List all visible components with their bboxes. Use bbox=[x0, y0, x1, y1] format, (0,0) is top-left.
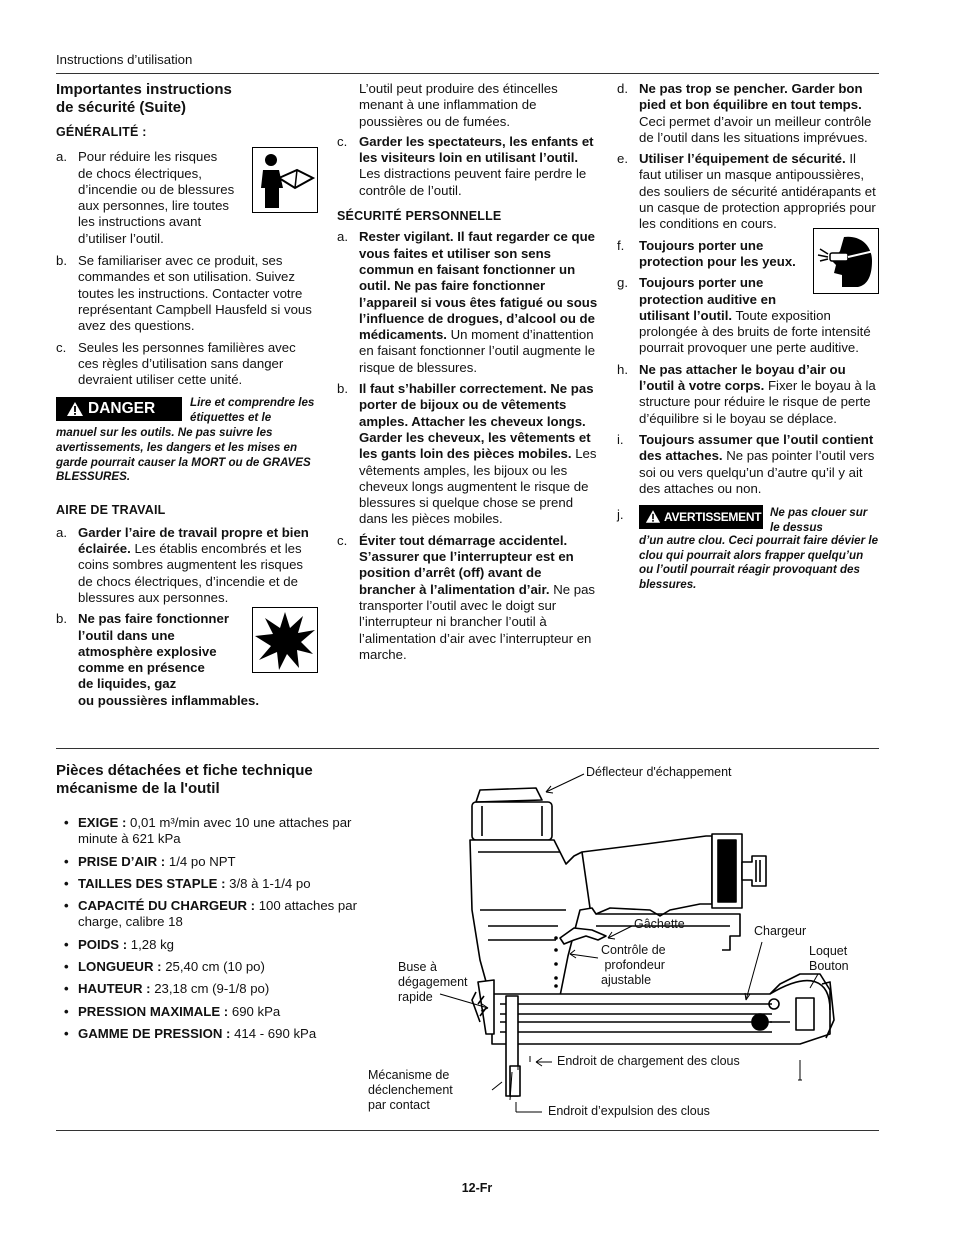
text-line: ou poussières inflammables. bbox=[78, 692, 260, 708]
top-rule bbox=[56, 73, 879, 74]
label-exhaust-deflector: Déflecteur d'échappement bbox=[586, 765, 732, 779]
text-line: protection pour les yeux. bbox=[639, 253, 796, 269]
text-line: Mécanisme de bbox=[368, 1068, 450, 1082]
warning-text: d’un autre clou. Ceci pourrait faire dévier le clou qui pourrait alors frapper quelqu’un ou l’outil pourrait réagir provoquant des blessures. bbox=[639, 534, 879, 591]
label-latch-button bbox=[809, 944, 849, 974]
spec-key: PRESSION MAXIMALE : bbox=[78, 1003, 229, 1019]
personal-safety-heading: SÉCURITÉ PERSONNELLE bbox=[337, 209, 502, 224]
item-letter: i. bbox=[617, 431, 624, 447]
spec-value: 3/8 à 1-1/4 po bbox=[225, 875, 311, 891]
specs-list bbox=[64, 815, 366, 1042]
column-1 bbox=[56, 81, 318, 714]
text-line: d’incendie ou de blessures bbox=[78, 181, 235, 197]
text-line: Toujours porter une bbox=[639, 237, 764, 253]
column-3 bbox=[617, 81, 879, 599]
item-letter: c. bbox=[337, 532, 348, 548]
text-line: par contact bbox=[368, 1098, 430, 1112]
running-header: Instructions d’utilisation bbox=[56, 52, 193, 67]
warning-triangle-icon bbox=[66, 401, 84, 417]
item-letter: f. bbox=[617, 237, 625, 253]
item-letter: b. bbox=[337, 381, 348, 397]
danger-text: manuel sur les outils. Ne pas suivre les avertissements, les dangers et les mises en garde pourrait causer la MORT ou de GRAVES BLESSURES. bbox=[56, 426, 311, 484]
explosion-icon bbox=[252, 607, 318, 673]
text-line: rapide bbox=[398, 990, 433, 1004]
item-bold: Utiliser l’équipement de sécurité. bbox=[639, 151, 846, 167]
spec-key: GAMME DE PRESSION : bbox=[78, 1025, 231, 1041]
list-item-c bbox=[56, 340, 318, 389]
item-text: Les établis encombrés et les coins sombres augmentent les risques de chocs électriques, d’incendie et de blessures aux personnes. bbox=[78, 541, 304, 605]
item-letter: c. bbox=[56, 339, 67, 355]
spec-value: 414 - 690 kPa bbox=[230, 1025, 317, 1041]
spec-item bbox=[64, 1004, 366, 1020]
page-number: 12-Fr bbox=[461, 1181, 493, 1195]
aire-item-a bbox=[56, 525, 318, 606]
col2-item-a bbox=[337, 229, 601, 376]
text-line: de liquides, gaz bbox=[78, 676, 177, 692]
warning-label-box bbox=[639, 505, 763, 529]
text-line: Ne pas faire fonctionner bbox=[78, 611, 229, 627]
spec-item bbox=[64, 876, 366, 892]
section-title-line2: de sécurité (Suite) bbox=[56, 99, 187, 116]
text-line: ajustable bbox=[601, 973, 652, 987]
spec-value: 1/4 po NPT bbox=[165, 853, 236, 869]
text-line: déclenchement bbox=[368, 1083, 453, 1097]
item-c-text: Seules les personnes familières avec ces règles d’utilisation sans danger devraient utiliser cette unité. bbox=[78, 339, 296, 388]
bottom-rule bbox=[56, 1130, 879, 1131]
spec-item bbox=[64, 981, 366, 997]
spec-item bbox=[64, 937, 366, 953]
col3-item-d bbox=[617, 81, 879, 146]
label-quick-release-nose bbox=[398, 960, 468, 1005]
spec-item bbox=[64, 1026, 366, 1042]
text-line: Bouton bbox=[809, 959, 849, 973]
col3-item-f bbox=[617, 238, 879, 271]
item-text: Ceci permet d’avoir un meilleur contrôle de l’outil dans les situations imprévues. bbox=[639, 113, 872, 145]
col2-item-b bbox=[337, 381, 601, 528]
item-bold: Éviter tout démarrage accidentel. S’assurer que l’interrupteur est en position d’arrêt (off) avant de brancher à l’alimentation d’air. bbox=[359, 532, 574, 597]
text-line: Loquet bbox=[809, 944, 848, 958]
spec-key: HAUTEUR : bbox=[78, 981, 151, 997]
text-line: d’utiliser l’outil. bbox=[78, 230, 164, 246]
spec-key: POIDS : bbox=[78, 936, 128, 952]
col3-item-h bbox=[617, 362, 879, 427]
continued-text: L’outil peut produire des étincelles menant à une inflammation de poussières ou de fumées. bbox=[359, 81, 558, 129]
item-text: Toute exposition prolongée à des bruits de forte intensité pourrait provoquer une perte auditive. bbox=[639, 307, 871, 356]
text-line: Contrôle de bbox=[601, 943, 666, 957]
col3-item-e bbox=[617, 151, 879, 232]
aire-item-b bbox=[56, 611, 318, 709]
item-letter: g. bbox=[617, 275, 628, 291]
specs-column bbox=[56, 762, 366, 1048]
spec-item bbox=[64, 854, 366, 870]
label-nail-ejection: Endroit d’expulsion des clous bbox=[548, 1104, 710, 1118]
text-line: de chocs électriques, bbox=[78, 165, 202, 181]
spec-value: 1,28 kg bbox=[127, 936, 175, 952]
spec-key: EXIGE : bbox=[78, 815, 127, 830]
text-line: protection auditive en bbox=[639, 291, 777, 307]
label-contact-trip bbox=[368, 1068, 453, 1113]
spec-value: 100 attaches par charge, calibre 18 bbox=[78, 898, 357, 930]
spec-value: 690 kPa bbox=[228, 1003, 281, 1019]
spec-key: TAILLES DES STAPLE : bbox=[78, 875, 226, 891]
item-letter: j. bbox=[617, 507, 624, 523]
parts-title-line1: Pièces détachées et fiche technique bbox=[56, 762, 313, 779]
item-letter: a. bbox=[56, 149, 67, 165]
col3-item-g bbox=[617, 275, 879, 356]
item-bold: Garder l’aire de travail propre et bien éclairée. bbox=[78, 524, 309, 557]
warning-triangle-icon bbox=[645, 509, 661, 524]
label-depth-control bbox=[601, 943, 666, 988]
danger-text-right: Lire et comprendre les étiquettes et le bbox=[190, 396, 315, 425]
middle-rule bbox=[56, 748, 879, 749]
label-nail-loading: Endroit de chargement des clous bbox=[557, 1054, 740, 1068]
spec-item bbox=[64, 959, 366, 975]
item-letter: b. bbox=[56, 611, 67, 627]
item-text: Les vêtements amples, les bijoux ou les cheveux longs augmentent le risque de blessures si quelque chose se prend dans les pièces mobiles. bbox=[359, 446, 597, 527]
item-letter: e. bbox=[617, 151, 628, 167]
list-item-a bbox=[56, 149, 318, 247]
item-text: Un moment d’inattention en faisant fonctionner l’outil augmente le risque de blessures. bbox=[359, 327, 596, 375]
spec-key: PRISE D’AIR : bbox=[78, 853, 166, 869]
item-text: Les distractions peuvent faire perdre le contrôle de l’outil. bbox=[359, 166, 587, 198]
danger-label-box bbox=[56, 397, 182, 421]
item-bold: Il faut s’habiller correctement. Ne pas porter de bijoux ou de vêtements amples. Attacher les cheveux longs. Garder les cheveux, les vêtements et les gants loin des pièces mobiles. bbox=[359, 381, 594, 462]
text-line: Buse à bbox=[398, 960, 437, 974]
label-magazine: Chargeur bbox=[754, 924, 807, 938]
spec-value: 0,01 m³/min avec 10 une attaches par minute à 621 kPa bbox=[78, 815, 352, 847]
item-letter: c. bbox=[337, 133, 348, 149]
aire-heading: AIRE DE TRAVAIL bbox=[56, 503, 166, 518]
col2-item-c bbox=[337, 134, 601, 199]
text-line: l’outil dans une bbox=[78, 627, 175, 643]
item-bold: Ne pas attacher le boyau d’air ou l’outil à votre corps. bbox=[639, 361, 846, 394]
warning-notice bbox=[617, 507, 879, 599]
item-bold: Rester vigilant. Il faut regarder ce que vous faites et utiliser son sens commun en faisant fonctionner un outil. Ne pas faire fonctionner l’appareil si vous êtes fatigué ou sous l’influence de drogues, d’alcool ou de médicaments. bbox=[359, 229, 598, 343]
text-line: Pour réduire les risques bbox=[78, 149, 218, 165]
item-letter: d. bbox=[617, 81, 628, 96]
text-line: profondeur bbox=[601, 958, 665, 972]
danger-notice bbox=[56, 397, 318, 493]
spec-key: LONGUEUR : bbox=[78, 959, 162, 975]
column-2 bbox=[337, 81, 601, 668]
item-bold: Toujours assumer que l’outil contient des attaches. bbox=[639, 431, 874, 464]
spec-key: CAPACITÉ DU CHARGEUR : bbox=[78, 898, 256, 914]
section-title-line1: Importantes instructions bbox=[56, 81, 232, 98]
text-line: comme en présence bbox=[78, 660, 205, 676]
text-line: utilisant l’outil. bbox=[639, 307, 733, 323]
col2-item-c2 bbox=[337, 533, 601, 663]
read-manual-icon bbox=[252, 147, 318, 213]
warning-text-right: Ne pas clouer sur le dessus bbox=[770, 506, 868, 534]
spec-item bbox=[64, 898, 366, 931]
list-item-b bbox=[56, 253, 318, 334]
col3-item-i bbox=[617, 432, 879, 497]
spec-value: 23,18 cm (9-1/8 po) bbox=[150, 981, 270, 997]
item-text: Il faut utiliser un masque antipoussières, des souliers de sécurité antidérapants et un casque de protection appropriés pour les conditions en cours. bbox=[639, 151, 876, 232]
text-line: atmosphère explosive bbox=[78, 643, 217, 659]
warning-label: AVERTISSEMENT bbox=[664, 510, 762, 525]
item-bold: Ne pas trop se pencher. Garder bon pied et bon équilibre en tout temps. bbox=[639, 81, 863, 113]
parts-title bbox=[56, 762, 366, 798]
spec-item bbox=[64, 815, 366, 848]
text-line: Toujours porter une bbox=[639, 275, 764, 291]
text-line: les instructions avant bbox=[78, 214, 202, 230]
item-bold: Garder les spectateurs, les enfants et les visiteurs loin en utilisant l’outil. bbox=[359, 133, 594, 166]
text-line: dégagement bbox=[398, 975, 468, 989]
item-text: Ne pas transporter l’outil avec le doigt sur l’interrupteur ni brancher l’outil à l’alimentation d’air avec l’interrupteur en marche. bbox=[359, 581, 595, 662]
parts-title-line2: mécanisme de la l'outil bbox=[56, 780, 220, 797]
section-title bbox=[56, 81, 318, 117]
item-text: Fixer le boyau à la structure pour réduire le risque de perte d’équilibre si le boyau se déplace. bbox=[639, 378, 876, 426]
generalite-heading: GÉNÉRALITÉ : bbox=[56, 125, 147, 139]
spec-value: 25,40 cm (10 po) bbox=[161, 959, 265, 975]
item-letter: b. bbox=[56, 253, 67, 269]
item-letter: a. bbox=[56, 524, 67, 540]
text-line: aux personnes, lire toutes bbox=[78, 198, 230, 214]
danger-label: DANGER bbox=[88, 400, 156, 418]
item-b-text: Se familiariser avec ce produit, ses commandes et son utilisation. Suivez toutes les instructions. Contacter votre représentant Campbell Hausfeld si vous avez des questions. bbox=[78, 253, 312, 334]
item-letter: a. bbox=[337, 229, 348, 245]
item-text: Ne pas pointer l’outil vers soi ou vers quelqu’un d’autre qu’il y ait des attaches ou non. bbox=[639, 448, 875, 496]
item-letter: h. bbox=[617, 361, 628, 377]
label-trigger: Gâchette bbox=[634, 917, 685, 931]
